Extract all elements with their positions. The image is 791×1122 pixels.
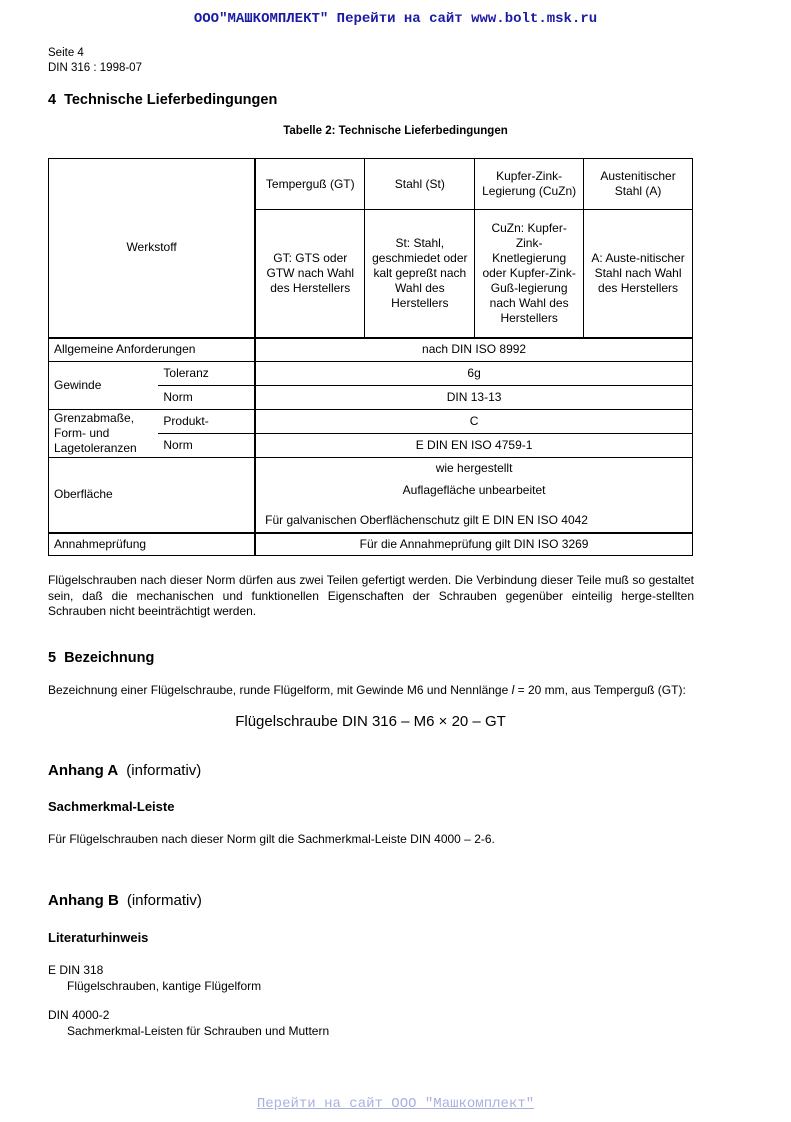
- section-5-heading: [48, 650, 154, 666]
- section-number: 5: [48, 650, 57, 666]
- grenz-norm-label: Norm: [158, 434, 255, 458]
- gewinde-norm-value: DIN 13-13: [255, 386, 692, 410]
- grenz-label: Grenzabmaße, Form- und Lagetoleranzen: [49, 410, 159, 458]
- two-part-paragraph: Flügelschrauben nach dieser Norm dürfen aus zwei Teilen gefertigt werden. Die Verbindung dieser Teile muß so gestaltet sein, daß die mechanischen und funktionellen Eigenschaften der Schrauben gegenüber einteilig herge-stellten Schrauben nicht beeinträchtigt werden.: [48, 573, 694, 618]
- page-reference: [48, 46, 142, 76]
- grenz-norm-value: E DIN EN ISO 4759-1: [255, 434, 692, 458]
- allgemein-value: nach DIN ISO 8992: [255, 338, 692, 362]
- header-temperguss: Temperguß (GT): [255, 159, 365, 210]
- delivery-conditions-table: [48, 158, 693, 556]
- desc-austenitisch: A: Auste-nitischer Stahl nach Wahl des Herstellers: [584, 210, 693, 338]
- section-4-heading: [48, 92, 277, 108]
- designation-paragraph: [48, 683, 694, 699]
- literature-ref: [48, 1008, 329, 1039]
- toleranz-value: 6g: [255, 362, 692, 386]
- anhang-a-type: (informativ): [126, 762, 202, 779]
- desc-stahl: St: Stahl, geschmiedet oder kalt gepreßt nach Wahl des Herstellers: [365, 210, 475, 338]
- toleranz-label: Toleranz: [158, 362, 255, 386]
- section-number: 4: [48, 92, 57, 108]
- designation-example: Flügelschraube DIN 316 – M6 × 20 – GT: [235, 713, 506, 730]
- allgemein-label: Allgemeine Anforderungen: [49, 338, 256, 362]
- anhang-a-label: Anhang A: [48, 762, 119, 779]
- ref-title: Flügelschrauben, kantige Flügelform: [67, 978, 262, 993]
- ref-code: DIN 4000-2: [48, 1008, 110, 1022]
- header-stahl: Stahl (St): [365, 159, 475, 210]
- oberflaeche-line-3: Für galvanischen Oberflächenschutz gilt E DIN EN ISO 4042: [265, 513, 588, 528]
- anhang-a-text: Für Flügelschrauben nach dieser Norm gilt die Sachmerkmal-Leiste DIN 4000 – 2-6.: [48, 832, 495, 846]
- anhang-b-subtitle: Literaturhinweis: [48, 930, 149, 945]
- designation-text-pre: Bezeichnung einer Flügelschraube, runde Flügelform, mit Gewinde M6 und Nennlänge: [48, 683, 512, 697]
- desc-kupfer-zink: CuZn: Kupfer-Zink-Knetlegierung oder Kupfer-Zink-Guß-legierung nach Wahl des Herstellers: [475, 210, 584, 338]
- gewinde-label: Gewinde: [49, 362, 159, 410]
- anhang-b-heading: [48, 892, 202, 909]
- oberflaeche-line-2: Auflagefläche unbearbeitet: [402, 483, 546, 498]
- oberflaeche-label: Oberfläche: [49, 458, 256, 533]
- anhang-b-type: (informativ): [126, 892, 202, 909]
- page-number: Seite 4: [48, 47, 84, 59]
- oberflaeche-value: [255, 458, 692, 533]
- ref-title: Sachmerkmal-Leisten für Schrauben und Muttern: [67, 1023, 330, 1038]
- header-kupfer-zink: Kupfer-Zink-Legierung (CuZn): [475, 159, 584, 210]
- header-site-link[interactable]: ООО"МАШКОМПЛЕКТ" Перейти на сайт www.bolt.msk.ru: [193, 11, 598, 27]
- header-austenitisch: Austenitischer Stahl (A): [584, 159, 693, 210]
- werkstoff-label: Werkstoff: [49, 159, 256, 338]
- annahme-value: Für die Annahmeprüfung gilt DIN ISO 3269: [255, 533, 692, 556]
- footer-site-link[interactable]: Перейти на сайт ООО "Машкомплект": [256, 1096, 535, 1112]
- literature-ref: [48, 963, 261, 994]
- oberflaeche-line-1: wie hergestellt: [435, 461, 513, 476]
- table-caption: Tabelle 2: Technische Lieferbedingungen: [283, 125, 508, 137]
- section-title: Technische Lieferbedingungen: [64, 92, 278, 108]
- gewinde-norm-label: Norm: [158, 386, 255, 410]
- produkt-value: C: [255, 410, 692, 434]
- desc-temperguss: GT: GTS oder GTW nach Wahl des Herstellers: [255, 210, 365, 338]
- section-title: Bezeichnung: [64, 650, 155, 666]
- anhang-b-label: Anhang B: [48, 892, 119, 909]
- designation-text-post: = 20 mm, aus Temperguß (GT):: [514, 683, 686, 697]
- anhang-a-heading: [48, 762, 201, 779]
- produkt-label: Produkt-: [158, 410, 255, 434]
- designation-variable: l: [511, 683, 515, 697]
- ref-code: E DIN 318: [48, 963, 104, 977]
- annahme-label: Annahmeprüfung: [49, 533, 256, 556]
- anhang-a-subtitle: Sachmerkmal-Leiste: [48, 799, 175, 814]
- norm-number: DIN 316 : 1998-07: [48, 62, 142, 74]
